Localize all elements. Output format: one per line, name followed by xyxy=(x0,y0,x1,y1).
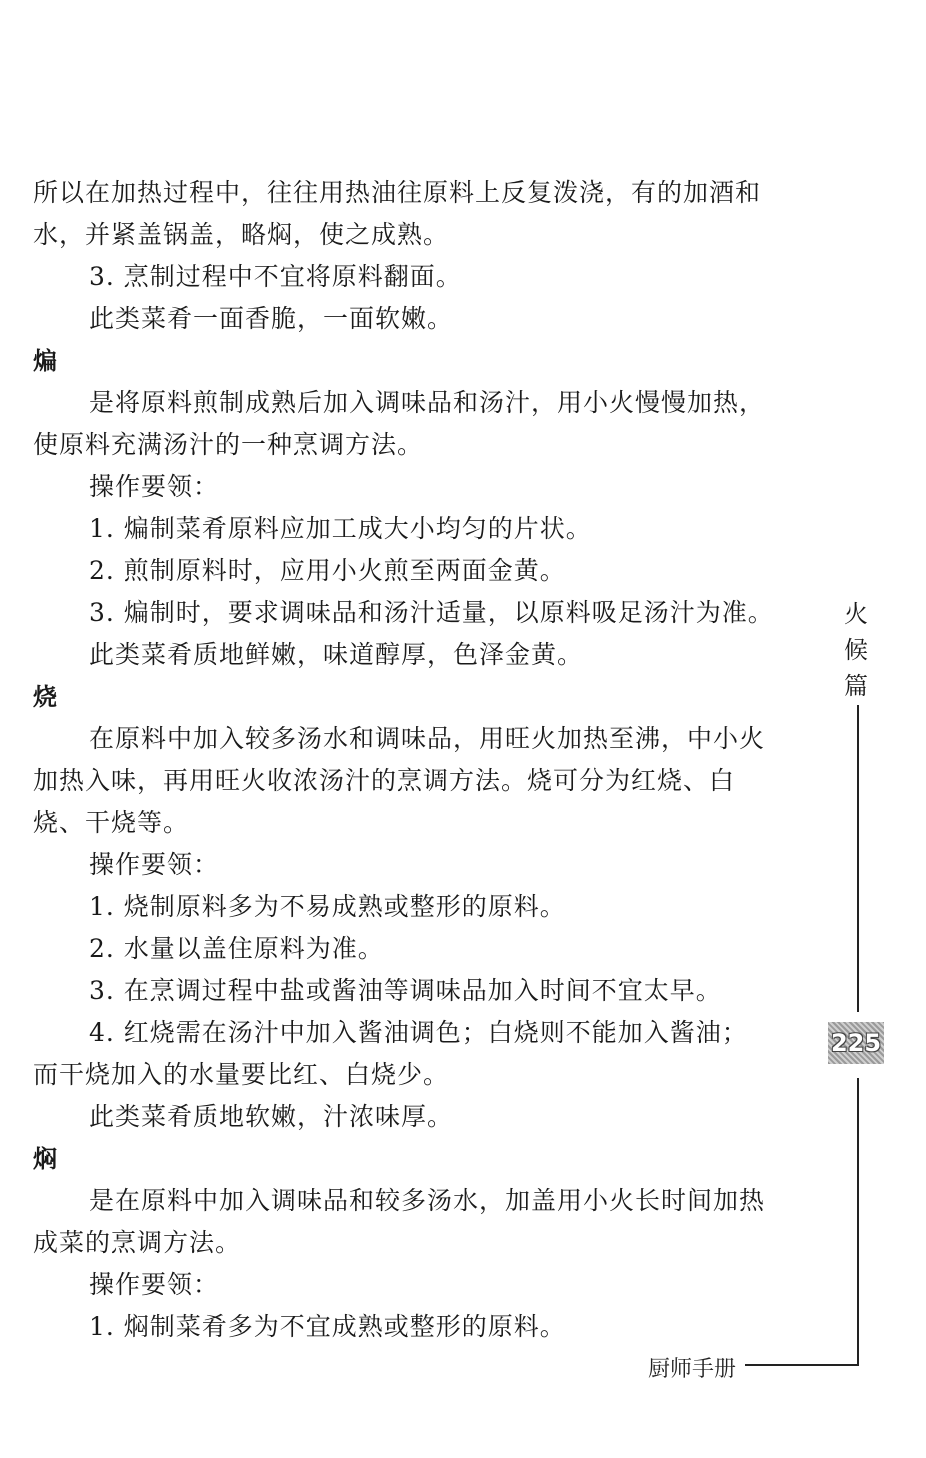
margin-rule-upper xyxy=(857,705,859,1012)
text-line: 4. 红烧需在汤汁中加入酱油调色；白烧则不能加入酱油； xyxy=(89,1018,748,1047)
text-line: 所以在加热过程中，往往用热油往原料上反复泼浇，有的加酒和 xyxy=(33,178,762,207)
text-line: 操作要领： xyxy=(89,472,220,501)
text-line: 是将原料煎制成熟后加入调味品和汤汁，用小火慢慢加热， xyxy=(89,388,766,417)
text-line: 3. 煸制时，要求调味品和汤汁适量，以原料吸足汤汁为准。 xyxy=(89,598,774,627)
text-line: 烧、干烧等。 xyxy=(33,808,190,837)
text-line: 是在原料中加入调味品和较多汤水，加盖用小火长时间加热 xyxy=(89,1186,766,1215)
text-line: 操作要领： xyxy=(89,1270,220,1299)
text-line: 3. 在烹调过程中盐或酱油等调味品加入时间不宜太早。 xyxy=(89,976,722,1005)
margin-rule-lower xyxy=(857,1078,859,1366)
text-line: 此类菜肴质地鲜嫩，味道醇厚，色泽金黄。 xyxy=(89,640,584,669)
text-line: 操作要领： xyxy=(89,850,220,879)
text-line: 加热入味，再用旺火收浓汤汁的烹调方法。烧可分为红烧、白 xyxy=(33,766,736,795)
section-title-vertical xyxy=(842,596,870,704)
section-title-char: 候 xyxy=(844,636,868,664)
section-title-char: 篇 xyxy=(844,672,868,700)
text-line: 2. 煎制原料时，应用小火煎至两面金黄。 xyxy=(89,556,566,585)
section-heading: 焖 xyxy=(33,1144,58,1173)
text-line: 使原料充满汤汁的一种烹调方法。 xyxy=(33,430,424,459)
text-line: 1. 煸制菜肴原料应加工成大小均匀的片状。 xyxy=(89,514,592,543)
text-line: 1. 焖制菜肴多为不宜成熟或整形的原料。 xyxy=(89,1312,566,1341)
text-line: 2. 水量以盖住原料为准。 xyxy=(89,934,384,963)
text-line: 1. 烧制原料多为不易成熟或整形的原料。 xyxy=(89,892,566,921)
section-heading: 烧 xyxy=(33,682,58,711)
footer-book-title: 厨师手册 xyxy=(648,1357,737,1382)
section-title-char: 火 xyxy=(844,600,868,628)
footer-rule xyxy=(745,1364,859,1366)
text-line: 此类菜肴质地软嫩，汁浓味厚。 xyxy=(89,1102,454,1131)
body-text xyxy=(33,172,823,1348)
page-number: 225 xyxy=(828,1022,884,1064)
text-line: 在原料中加入较多汤水和调味品，用旺火加热至沸，中小火 xyxy=(89,724,766,753)
text-line: 水，并紧盖锅盖，略焖，使之成熟。 xyxy=(33,220,450,249)
text-line: 成菜的烹调方法。 xyxy=(33,1228,242,1257)
text-line: 3. 烹制过程中不宜将原料翻面。 xyxy=(89,262,462,291)
section-heading: 煸 xyxy=(33,346,58,375)
text-line: 而干烧加入的水量要比红、白烧少。 xyxy=(33,1060,450,1089)
text-line: 此类菜肴一面香脆，一面软嫩。 xyxy=(89,304,454,333)
